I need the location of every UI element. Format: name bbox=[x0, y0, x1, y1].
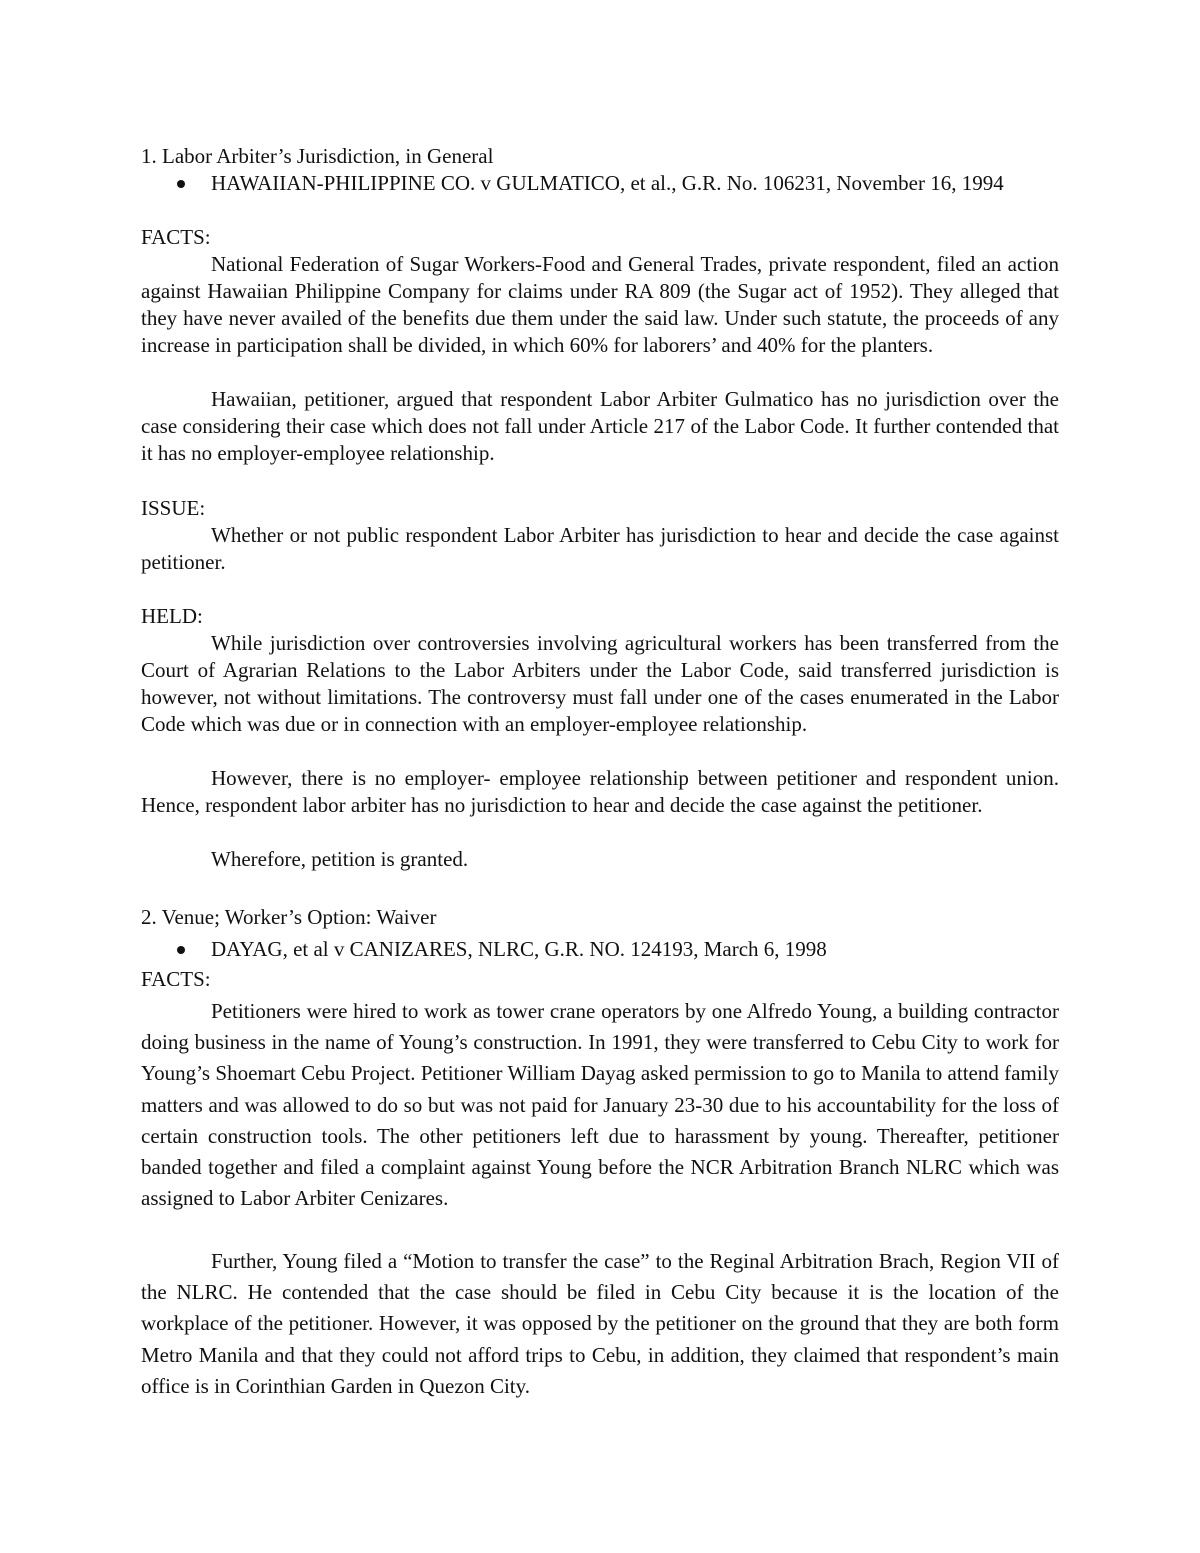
section-1-held-paragraph-1: While jurisdiction over controversies involving agricultural workers has been transferred from the Court of Agrarian Relations to the Labor Arbiters under the Labor Code, said transferred jurisdiction is however, not without limitations. The controversy must fall under one of the cases enumerated in the Labor Code which was due or in connection with an employer-employee relationship. bbox=[141, 631, 1059, 736]
section-1-held-paragraph-3: Wherefore, petition is granted. bbox=[211, 847, 469, 871]
section-1-heading: 1. Labor Arbiter’s Jurisdiction, in General bbox=[141, 144, 494, 168]
section-1-case-citation bbox=[141, 170, 1060, 197]
section-1-held-label: HELD: bbox=[141, 604, 203, 628]
section-2-case-citation bbox=[141, 936, 1060, 963]
section-1-facts-paragraph-1: National Federation of Sugar Workers-Food and General Trades, private respondent, filed an action against Hawaiian Philippine Company for claims under RA 809 (the Sugar act of 1952). They alleged that they have never availed of the benefits due them under the said law. Under such statute, the proceeds of any increase in participation shall be divided, in which 60% for laborers’ and 40% for the planters. bbox=[141, 252, 1059, 357]
section-2-facts-paragraph-1: Petitioners were hired to work as tower crane operators by one Alfredo Young, a building contractor doing business in the name of Young’s construction. In 1991, they were transferred to Cebu City to work for Young’s Shoemart Cebu Project. Petitioner William Dayag asked permission to go to Manila to attend family matters and was allowed to do so but was not paid for January 23-30 due to his accountability for the loss of certain construction tools. The other petitioners left due to harassment by young. Thereafter, petitioner banded together and filed a complaint against Young before the NCR Arbitration Branch NLRC which was assigned to Labor Arbiter Cenizares. bbox=[141, 999, 1059, 1211]
section-2-heading: 2. Venue; Worker’s Option: Waiver bbox=[141, 905, 437, 929]
section-2-case-text: DAYAG, et al v CANIZARES, NLRC, G.R. NO. 124193, March 6, 1998 bbox=[211, 937, 827, 961]
section-1-facts-paragraph-2: Hawaiian, petitioner, argued that respondent Labor Arbiter Gulmatico has no jurisdiction over the case considering their case which does not fall under Article 217 of the Labor Code. It further contended that it has no employer-employee relationship. bbox=[141, 387, 1059, 465]
section-1-case-text: HAWAIIAN-PHILIPPINE CO. v GULMATICO, et al., G.R. No. 106231, November 16, 1994 bbox=[211, 171, 1004, 195]
bullet-icon bbox=[177, 946, 185, 954]
section-1-facts-label: FACTS: bbox=[141, 225, 211, 249]
section-1-issue-label: ISSUE: bbox=[141, 496, 206, 520]
section-2-facts-label: FACTS: bbox=[141, 967, 211, 991]
section-1-issue-paragraph: Whether or not public respondent Labor Arbiter has jurisdiction to hear and decide the case against petitioner. bbox=[141, 523, 1059, 574]
bullet-icon bbox=[177, 180, 185, 188]
section-2-facts-paragraph-2: Further, Young filed a “Motion to transfer the case” to the Reginal Arbitration Brach, Region VII of the NLRC. He contended that the case should be filed in Cebu City because it is the location of the workplace of the petitioner. However, it was opposed by the petitioner on the ground that they are both form Metro Manila and that they could not afford trips to Cebu, in addition, they claimed that respondent’s main office is in Corinthian Garden in Quezon City. bbox=[141, 1249, 1059, 1398]
section-1-held-paragraph-2: However, there is no employer- employee relationship between petitioner and respondent union. Hence, respondent labor arbiter has no jurisdiction to hear and decide the case against the petitioner. bbox=[141, 766, 1059, 817]
